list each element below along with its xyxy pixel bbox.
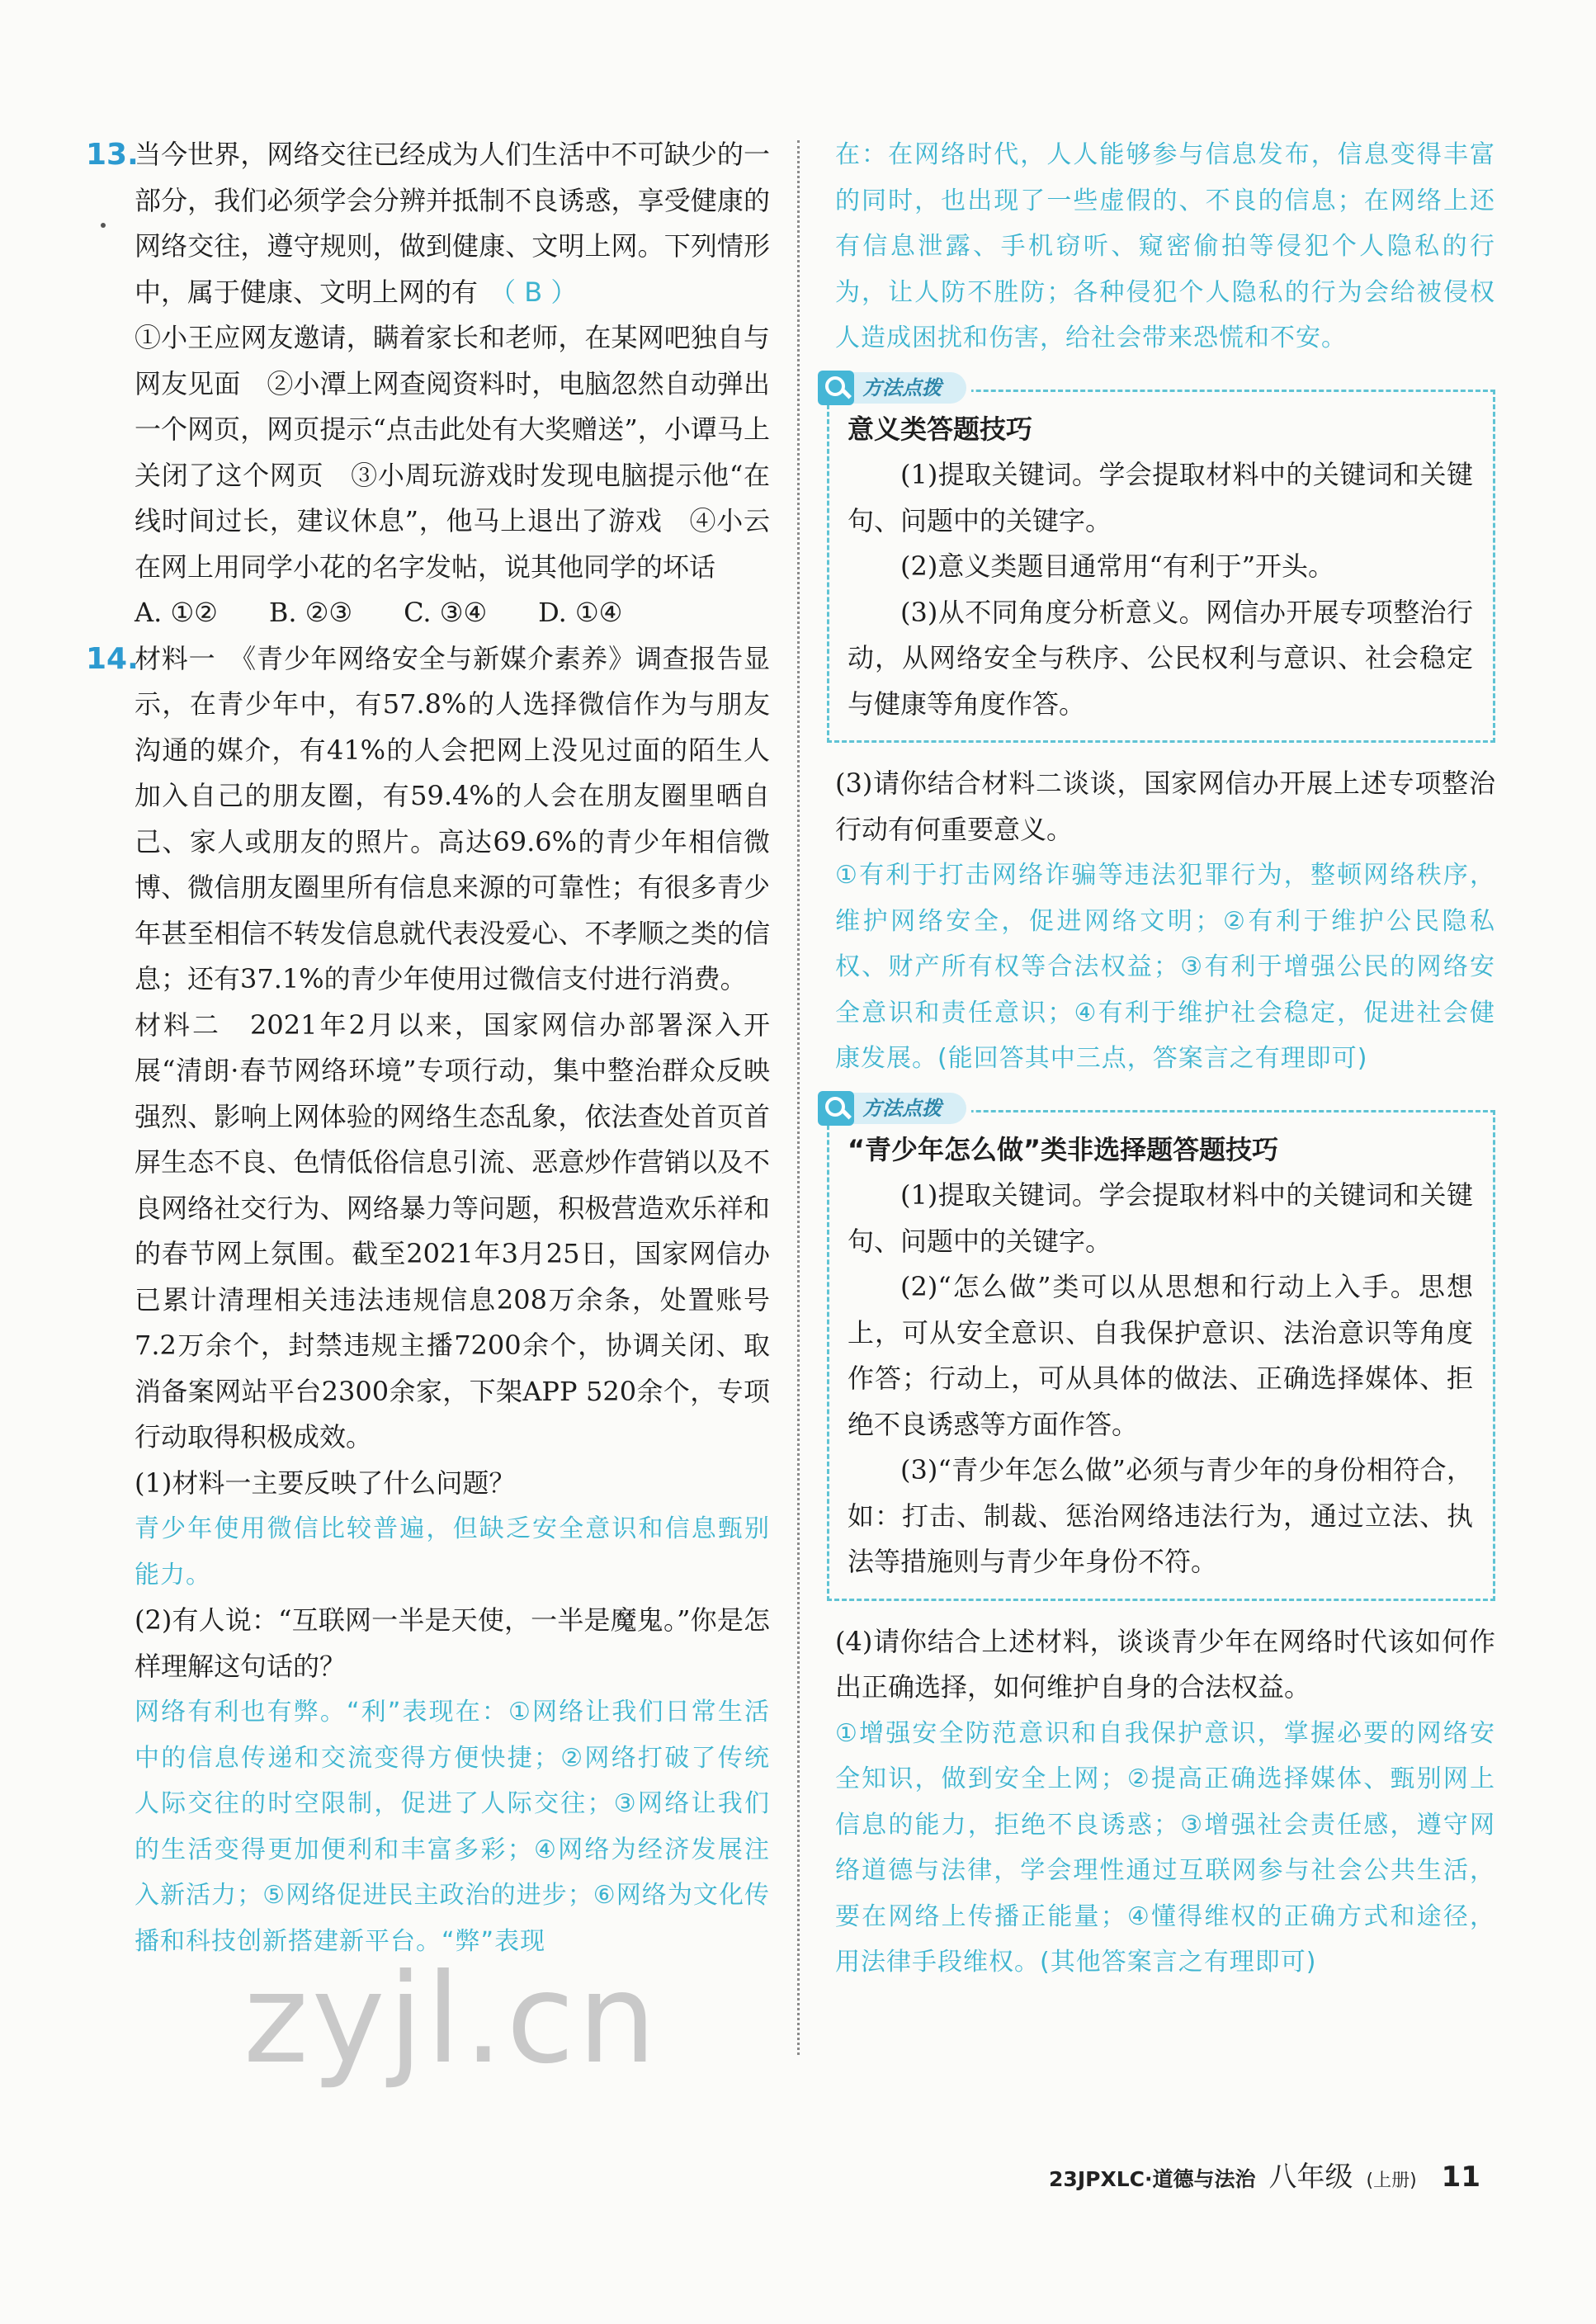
sub-question-1: (1)材料一主要反映了什么问题？	[135, 1467, 516, 1499]
page-number: 11	[1441, 2161, 1480, 2194]
option-b: B. ②③	[268, 597, 353, 628]
method-tip-box-1	[827, 376, 1495, 744]
question-number: 14.	[86, 641, 139, 676]
right-column	[835, 132, 1495, 1986]
question-number: 13.	[86, 138, 139, 172]
answer-2-part-1: 网络有利也有弊。“利”表现在：①网络让我们日常生活中的信息传递和交流变得方便快捷；②网络打破了传统人际交往的时空限制，促进了人际交往；③网络让我们的生活变得更加便利和丰富多彩；④网络为经济发展注入新活力；⑤网络促进民主政治的进步；⑥网络为文化传播和科技创新搭建新平台。“弊”表现	[135, 1698, 770, 1956]
watermark: zyjl.cn	[243, 1948, 660, 2091]
magnifier-icon	[818, 371, 854, 405]
material-two: 材料二 2021年2月以来，国家网信办部署深入开展“清朗·春节网络环境”专项行动，集中整治群众反映强烈、影响上网体验的网络生态乱象，依法查处首页首屏生态不良、色情低俗信息引流、恶意炒作营销以及不良网络社交行为、网络暴力等问题，积极营造欢乐祥和的春节网上氛围。截至2021年3月25日，国家网信办已累计清理相关违法违规信息208万余条，处置账号7.2万余个，封禁违规主播7200余个，协调关闭、取消备案网站平台2300余家，下架APP 520余个，专项行动取得积极成效。	[135, 1008, 770, 1452]
grade-label: 八年级	[1268, 2161, 1353, 2194]
sub-question-2: (2)有人说：“互联网一半是天使，一半是魔鬼。”你是怎样理解这句话的？	[135, 1604, 770, 1682]
tip-header	[818, 1091, 971, 1126]
column-divider	[797, 140, 800, 2055]
option-a: A. ①②	[135, 597, 218, 628]
page-footer	[1049, 2154, 1480, 2194]
question-14	[87, 636, 770, 1965]
left-column	[87, 132, 770, 1964]
options	[135, 590, 770, 636]
tip-item: (2)“怎么做”类可以从思想和行动上入手。思想上，可从安全意识、自我保护意识、法治意识等角度作答；行动上，可从具体的做法、正确选择媒体、拒绝不良诱惑等方面作答。	[848, 1271, 1473, 1440]
tip-title: “青少年怎么做”类非选择题答题技巧	[848, 1133, 1279, 1165]
tip-label: 方法点拨	[852, 372, 966, 404]
tip-title: 意义类答题技巧	[848, 413, 1033, 445]
tip-item: (1)提取关键词。学会提取材料中的关键词和关键句、问题中的关键字。	[848, 1179, 1473, 1257]
answer-3: ①有利于打击网络诈骗等违法犯罪行为，整顿网络秩序，维护网络安全，促进网络文明；②有利于维护公民隐私权、财产所有权等合法权益；③有利于增强公民的网络安全意识和责任意识；④有利于维护社会稳定，促进社会健康发展。(能回答其中三点，答案言之有理即可)	[835, 861, 1495, 1073]
tip-header	[818, 371, 971, 405]
tip-item: (3)“青少年怎么做”必须与青少年的身份相符合，如：打击、制裁、惩治网络违法行为，通过立法、执法等措施则与青少年身份不符。	[848, 1454, 1473, 1577]
tip-item: (2)意义类题目通常用“有利于”开头。	[900, 550, 1335, 582]
method-tip-box-2	[827, 1096, 1495, 1601]
tip-item: (1)提取关键词。学会提取材料中的关键词和关键句、问题中的关键字。	[848, 459, 1473, 536]
volume-label: (上册)	[1366, 2170, 1417, 2191]
choice-answer: （ B ）	[489, 276, 578, 308]
sub-question-3: (3)请你结合材料二谈谈，国家网信办开展上述专项整治行动有何重要意义。	[835, 768, 1495, 845]
answer-4: ①增强安全防范意识和自我保护意识，掌握必要的网络安全知识，做到安全上网；②提高正确选择媒体、甄别网上信息的能力，拒绝不良诱惑；③增强社会责任感，遵守网络道德与法律，学会理性通过互联网参与社会公共生活，要在网络上传播正能量；④懂得维权的正确方式和途径，用法律手段维权。(其他答案言之有理即可)	[835, 1718, 1495, 1977]
tip-label: 方法点拨	[852, 1093, 966, 1124]
option-d: D. ①④	[538, 597, 623, 628]
question-stem: 当今世界，网络交往已经成为人们生活中不可缺少的一部分，我们必须学会分辨并抵制不良诱惑，享受健康的网络交往，遵守规则，做到健康、文明上网。下列情形中，属于健康、文明上网的有 （ B ）	[135, 139, 770, 308]
tip-item: (3)从不同角度分析意义。网信办开展专项整治行动，从网络安全与秩序、公民权利与意识、社会稳定与健康等角度作答。	[848, 596, 1473, 720]
answer-1: 青少年使用微信比较普遍，但缺乏安全意识和信息甄别能力。	[135, 1514, 770, 1589]
book-code: 23JPXLC·道德与法治	[1049, 2167, 1256, 2191]
option-c: C. ③④	[404, 597, 488, 628]
sub-question-4: (4)请你结合上述材料，谈谈青少年在网络时代该如何作出正确选择，如何维护自身的合法权益。	[835, 1625, 1495, 1703]
question-13	[87, 132, 770, 636]
magnifier-icon	[818, 1091, 854, 1126]
material-one: 材料一 《青少年网络安全与新媒介素养》调查报告显示，在青少年中，有57.8%的人选择微信作为与朋友沟通的媒介，有41%的人会把网上没见过面的陌生人加入自己的朋友圈，有59.4%的人会在朋友圈里晒自己、家人或朋友的照片。高达69.6%的青少年相信微博、微信朋友圈里所有信息来源的可靠性；有很多青少年甚至相信不转发信息就代表没爱心、不孝顺之类的信息；还有37.1%的青少年使用过微信支付进行消费。	[135, 642, 770, 994]
answer-2-part-2: 在：在网络时代，人人能够参与信息发布，信息变得丰富的同时，也出现了一些虚假的、不良的信息；在网络上还有信息泄露、手机窃听、窥密偷拍等侵犯个人隐私的行为，让人防不胜防；各种侵犯个人隐私的行为会给被侵权人造成困扰和伤害，给社会带来恐慌和不安。	[835, 140, 1495, 352]
question-scenarios: ①小王应网友邀请，瞒着家长和老师，在某网吧独自与网友见面 ②小潭上网查阅资料时，电脑忽然自动弹出一个网页，网页提示“点击此处有大奖赠送”，小谭马上关闭了这个网页 ③小周玩游戏时发现电脑提示他“在线时间过长，建议休息”，他马上退出了游戏 ④小云在网上用同学小花的名字发帖，说其他同学的坏话	[135, 322, 770, 583]
